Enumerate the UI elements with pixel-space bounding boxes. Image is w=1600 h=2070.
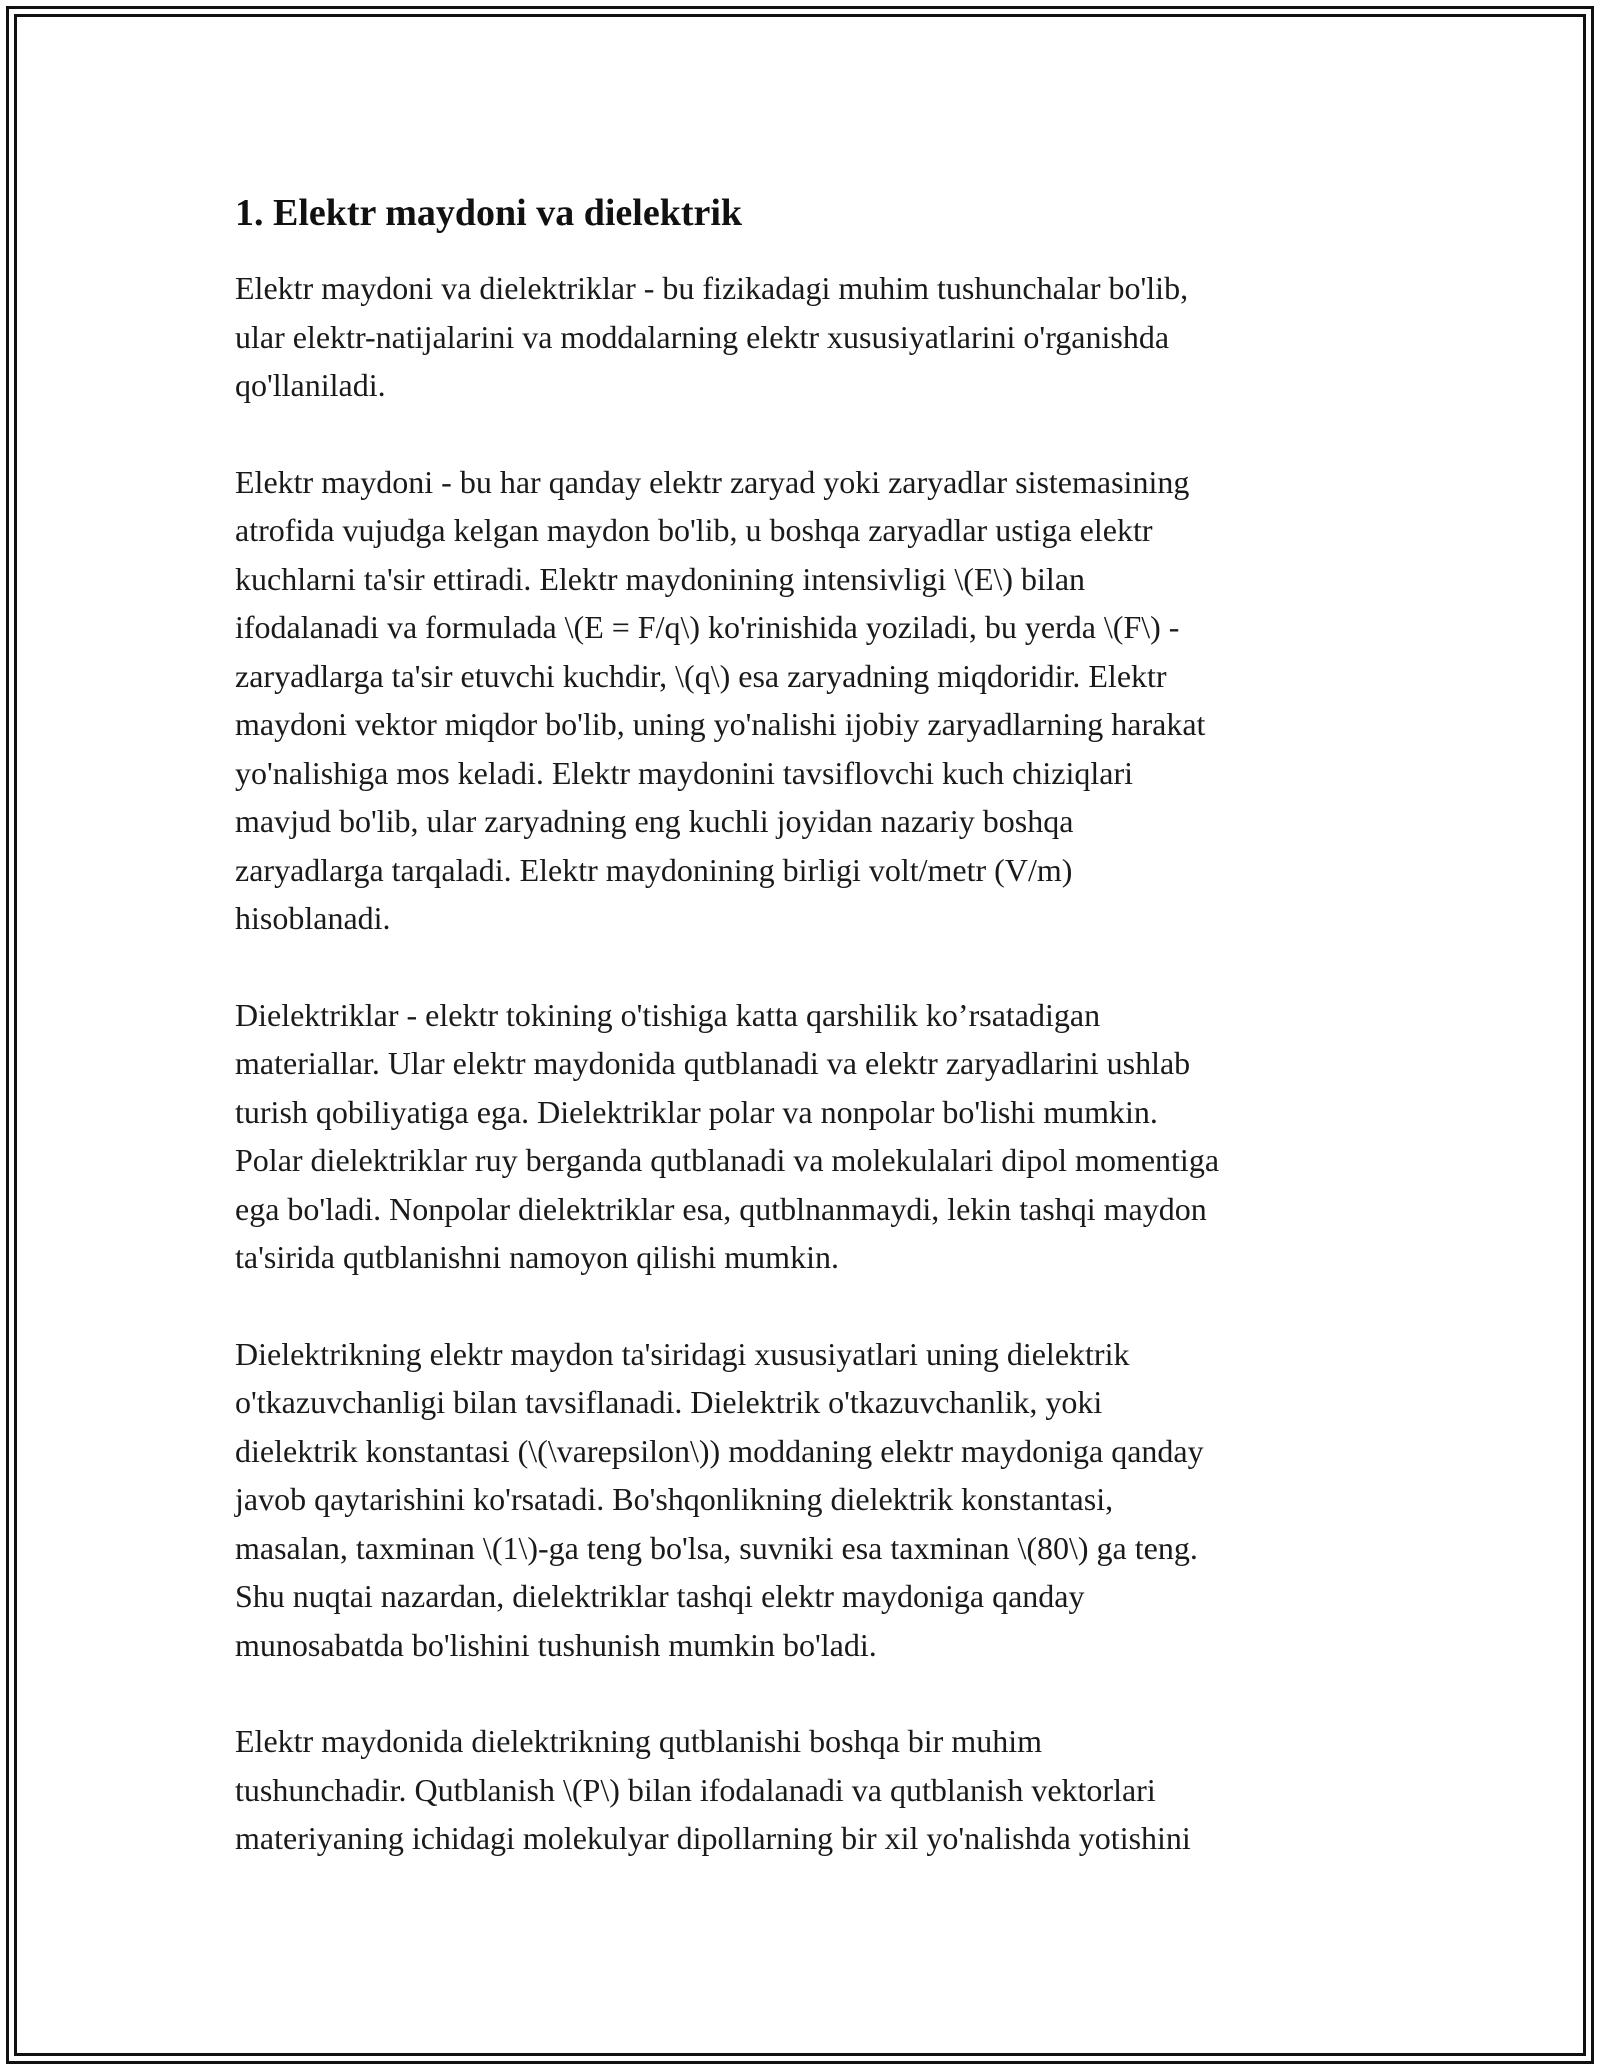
document-body bbox=[235, 188, 1375, 1911]
paragraph-electric-field: Elektr maydoni - bu har qanday elektr zaryad yoki zaryadlar sistemasining atrofida vujudga kelgan maydon bo'lib, u boshqa zaryadlar ustiga elektr kuchlarni ta'sir ettiradi. Elektr maydonining intensivligi \(E\) bilan ifodalanadi va formulada \(E = F/q\) ko'rinishida yoziladi, bu yerda \(F\) - zaryadlarga ta'sir etuvchi kuchdir, \(q\) esa zaryadning miqdoridir. Elektr maydoni vektor miqdor bo'lib, uning yo'nalishi ijobiy zaryadlarning harakat yo'nalishiga mos keladi. Elektr maydonini tavsiflovchi kuch chiziqlari mavjud bo'lib, ular zaryadning eng kuchli joyidan nazariy boshqa zaryadlarga tarqaladi. Elektr maydonining birligi volt/metr (V/m) hisoblanadi. bbox=[235, 463, 1206, 936]
paragraph-polarization: Elektr maydonida dielektrikning qutblanishi boshqa bir muhim tushunchadir. Qutblanish \(P\) bilan ifodalanadi va qutblanish vektorlari materiyaning ichidagi molekulyar dipollarning bir xil yo'nalishda yotishini bbox=[235, 1723, 1191, 1856]
paragraph-intro: Elektr maydoni va dielektriklar - bu fizikadagi muhim tushunchalar bo'lib, ular elektr-natijalarini va moddalarning elektr xususiyatlarini o'rganishda qo'llaniladi. bbox=[235, 270, 1189, 403]
paragraph-dielectrics: Dielektriklar - elektr tokining o'tishiga katta qarshilik ko’rsatadigan materiallar. Ular elektr maydonida qutblanadi va elektr zaryadlarini ushlab turish qobiliyatiga ega. Dielektriklar polar va nonpolar bo'lishi mumkin. Polar dielektriklar ruy berganda qutblanadi va molekulalari dipol momentiga ega bo'ladi. Nonpolar dielektriklar esa, qutblnanmaydi, lekin tashqi maydon ta'sirida qutblanishni namoyon qilishi mumkin. bbox=[235, 996, 1220, 1275]
section-heading: 1. Elektr maydoni va dielektrik bbox=[235, 192, 743, 234]
paragraph-permittivity: Dielektrikning elektr maydon ta'siridagi xususiyatlari uning dielektrik o'tkazuvchanligi bilan tavsiflanadi. Dielektrik o'tkazuvchanlik, yoki dielektrik konstantasi (\(\varepsilon\)) moddaning elektr maydoniga qanday javob qaytarishini ko'rsatadi. Bo'shqonlikning dielektrik konstantasi, masalan, taxminan \(1\)-ga teng bo'lsa, suvniki esa taxminan \(80\) ga teng. Shu nuqtai nazardan, dielektriklar tashqi elektr maydoniga qanday munosabatda bo'lishini tushunish mumkin bo'ladi. bbox=[235, 1335, 1204, 1663]
